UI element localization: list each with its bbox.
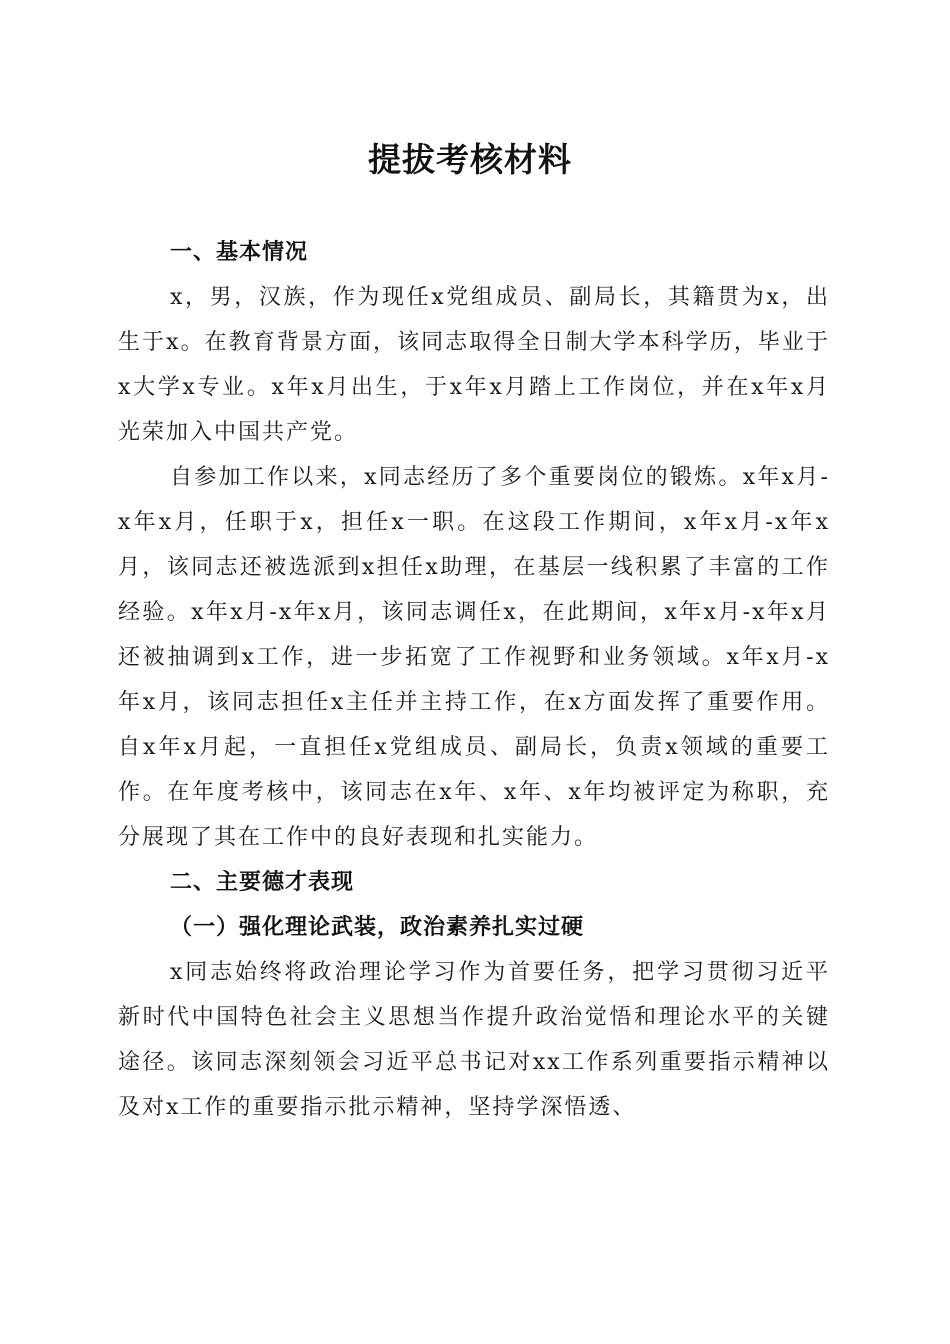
paragraph-theory-study: x同志始终将政治理论学习作为首要任务，把学习贯彻习近平新时代中国特色社会主义思想当作提升政治觉悟和理论水平的关键途径。该同志深刻领会习近平总书记对xx工作系列重要指示精神以及对x工作的重要指示批示精神，坚持学深悟透、 — [118, 960, 830, 1120]
section-heading-performance: 二、主要德才表现 — [170, 870, 355, 895]
subsection-heading-theory: （一）强化理论武装，政治素养扎实过硬 — [170, 914, 585, 940]
document-body — [118, 230, 830, 1130]
paragraph-personal-info: x，男，汉族，作为现任x党组成员、副局长，其籍贯为x，出生于x。在教育背景方面，该同志取得全日制大学本科学历，毕业于x大学x专业。x年x月出生，于x年x月踏上工作岗位，并在x年x月光荣加入中国共产党。 — [118, 285, 830, 445]
section-heading-basic-info: 一、基本情况 — [170, 240, 309, 265]
document-title: 提拔考核材料 — [368, 140, 572, 179]
paragraph-work-history: 自参加工作以来，x同志经历了多个重要岗位的锻炼。x年x月-x年x月，任职于x，担任x一职。在这段工作期间，x年x月-x年x月，该同志还被选派到x担任x助理，在基层一线积累了丰富的工作经验。x年x月-x年x月，该同志调任x，在此期间，x年x月-x年x月还被抽调到x工作，进一步拓宽了工作视野和业务领域。x年x月-x年x月，该同志担任x主任并主持工作，在x方面发挥了重要作用。自x年x月起，一直担任x党组成员、副局长，负责x领域的重要工作。在年度考核中，该同志在x年、x年、x年均被评定为称职，充分展现了其在工作中的良好表现和扎实能力。 — [118, 465, 830, 850]
